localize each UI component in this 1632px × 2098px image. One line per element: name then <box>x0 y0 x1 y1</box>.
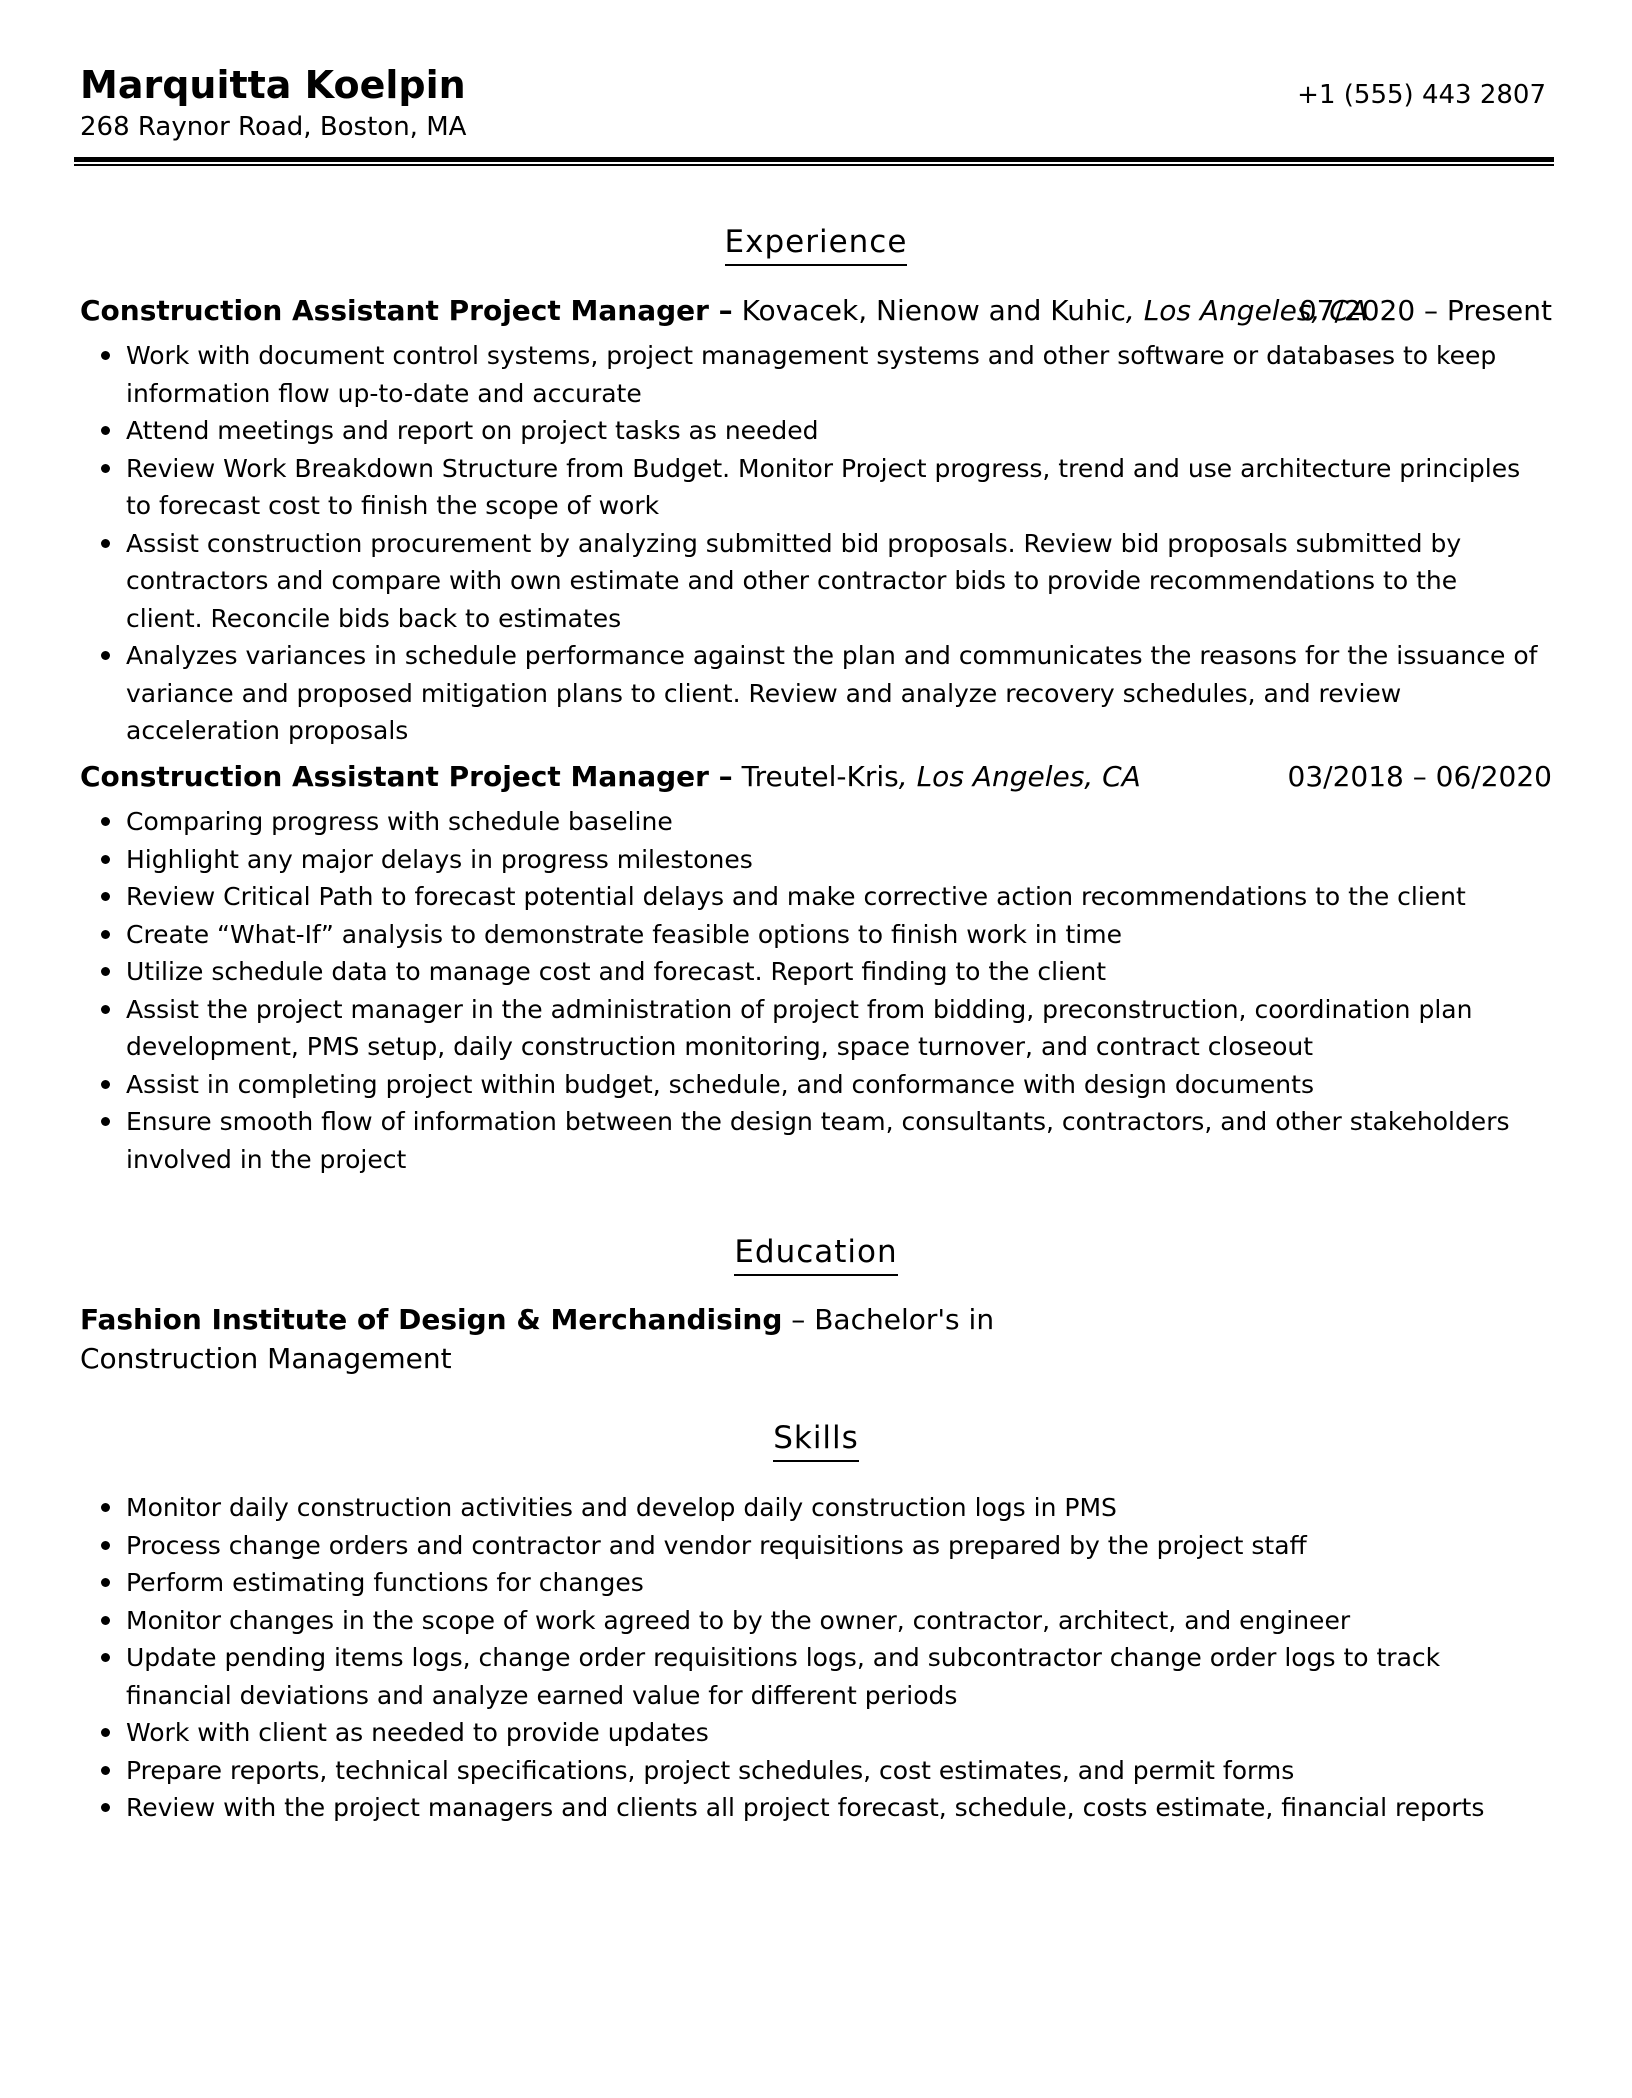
job-heading <box>80 758 1552 796</box>
list-item: Monitor changes in the scope of work agreed to by the owner, contractor, architect, and engineer <box>80 1602 1540 1640</box>
list-item: Utilize schedule data to manage cost and forecast. Report finding to the client <box>80 953 1540 991</box>
section-heading-label: Experience <box>725 222 908 266</box>
education-school: Fashion Institute of Design & Merchandising <box>80 1303 783 1336</box>
list-item: Assist construction procurement by analyzing submitted bid proposals. Review bid proposals submitted by contractors and compare with own estimate and other contractor bids to provide recommendations to the client. Reconcile bids back to estimates <box>80 525 1540 638</box>
list-item: Assist the project manager in the administration of project from bidding, preconstruction, coordination plan development, PMS setup, daily construction monitoring, space turnover, and contract closeout <box>80 991 1540 1066</box>
education-entry <box>80 1300 1080 1378</box>
list-item: Analyzes variances in schedule performance against the plan and communicates the reasons for the issuance of variance and proposed mitigation plans to client. Review and analyze recovery schedules, and review acceleration proposals <box>80 637 1540 750</box>
list-item: Monitor daily construction activities and develop daily construction logs in PMS <box>80 1489 1540 1527</box>
list-item: Create “What-If” analysis to demonstrate feasible options to finish work in time <box>80 916 1540 954</box>
candidate-phone: +1 (555) 443 2807 <box>1297 80 1546 110</box>
resume-header <box>80 60 1552 144</box>
job-bullet-list <box>80 803 1540 1178</box>
list-item: Highlight any major delays in progress milestones <box>80 841 1540 879</box>
list-item: Prepare reports, technical specifications, project schedules, cost estimates, and permit forms <box>80 1752 1540 1790</box>
job-dates: 07/2020 – Present <box>1298 294 1552 327</box>
header-divider-thin <box>74 164 1554 166</box>
section-heading-label: Education <box>734 1232 897 1276</box>
candidate-address: 268 Raynor Road, Boston, MA <box>80 112 467 142</box>
list-item: Work with client as needed to provide updates <box>80 1714 1540 1752</box>
list-item: Update pending items logs, change order requisitions logs, and subcontractor change order logs to track financial deviations and analyze earned value for different periods <box>80 1639 1540 1714</box>
list-item: Work with document control systems, project management systems and other software or databases to keep information flow up-to-date and accurate <box>80 337 1540 412</box>
list-item: Ensure smooth flow of information between the design team, consultants, contractors, and other stakeholders involved in the project <box>80 1103 1540 1178</box>
job-title: Construction Assistant Project Manager – <box>80 760 733 793</box>
list-item: Perform estimating functions for changes <box>80 1564 1540 1602</box>
header-divider-thick <box>74 157 1554 162</box>
list-item: Review with the project managers and clients all project forecast, schedule, costs estimate, financial reports <box>80 1789 1540 1827</box>
education-degree: – Bachelor's in Construction Management <box>80 1303 995 1375</box>
section-heading-skills <box>0 1418 1632 1462</box>
job-location: , Los Angeles, CA <box>898 760 1141 793</box>
skills-list <box>80 1489 1540 1827</box>
job-company: Kovacek, Nienow and Kuhic <box>732 294 1126 327</box>
list-item: Review Work Breakdown Structure from Budget. Monitor Project progress, trend and use architecture principles to forecast cost to finish the scope of work <box>80 450 1540 525</box>
section-heading-education <box>0 1232 1632 1276</box>
list-item: Process change orders and contractor and vendor requisitions as prepared by the project staff <box>80 1527 1540 1565</box>
list-item: Comparing progress with schedule baseline <box>80 803 1540 841</box>
section-heading-label: Skills <box>773 1418 859 1462</box>
list-item: Assist in completing project within budget, schedule, and conformance with design documents <box>80 1066 1540 1104</box>
job-bullet-list <box>80 337 1540 750</box>
job-dates: 03/2018 – 06/2020 <box>1287 760 1552 793</box>
candidate-name: Marquitta Koelpin <box>80 63 466 107</box>
job-location: , Los Angeles, CA <box>1125 294 1368 327</box>
job-title: Construction Assistant Project Manager – <box>80 294 733 327</box>
job-company: Treutel-Kris <box>732 760 899 793</box>
section-heading-experience <box>0 222 1632 266</box>
list-item: Review Critical Path to forecast potential delays and make corrective action recommendations to the client <box>80 878 1540 916</box>
list-item: Attend meetings and report on project tasks as needed <box>80 412 1540 450</box>
job-heading <box>80 292 1552 330</box>
